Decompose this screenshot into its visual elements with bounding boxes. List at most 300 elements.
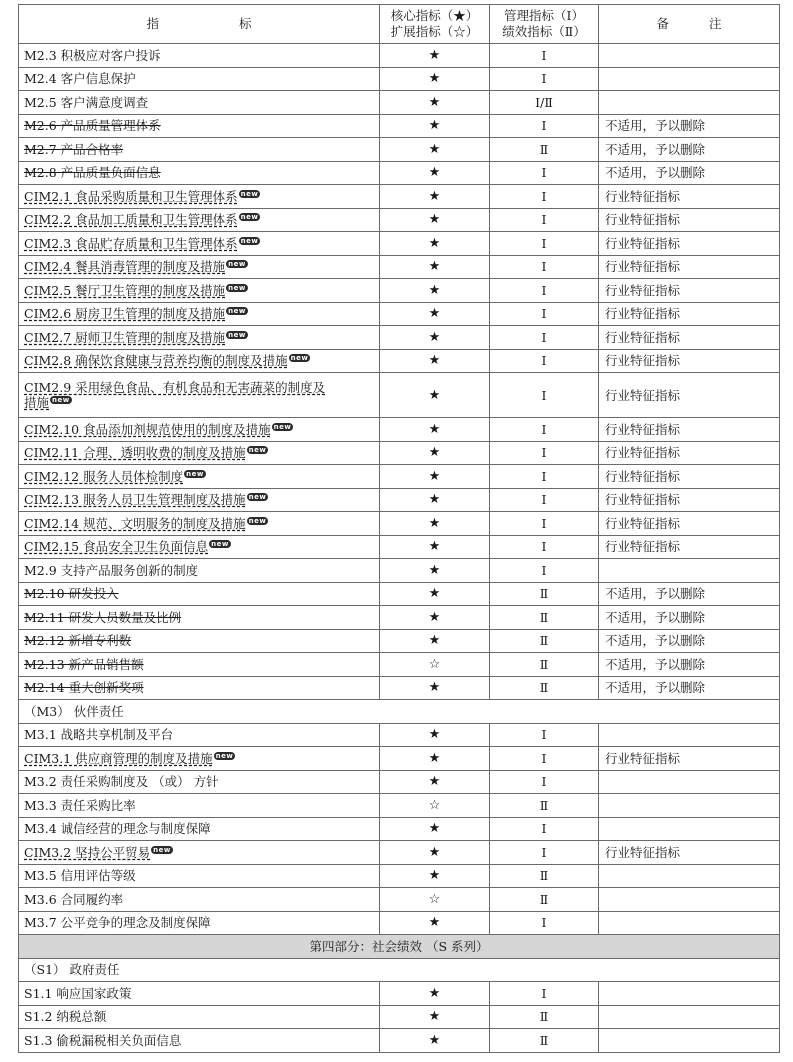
remarks-cell: 不适用，予以删除 <box>599 676 780 700</box>
core-star-icon: ★ <box>380 747 490 771</box>
indicator-name-text: CIM2.6 厨房卫生管理的制度及措施 <box>24 306 226 322</box>
indicator-type-cell: Ⅰ <box>490 747 599 771</box>
remarks-cell: 行业特征指标 <box>599 841 780 865</box>
remarks-cell <box>599 770 780 794</box>
new-badge-icon: new <box>248 516 267 525</box>
indicator-name-text: M3.7 公平竞争的理念及制度保障 <box>24 915 211 931</box>
indicator-name <box>24 71 136 86</box>
table-row <box>19 559 780 583</box>
indicator-name <box>24 563 198 578</box>
indicator-name-text: M3.2 责任采购制度及 （或） 方针 <box>24 774 219 790</box>
indicator-type-cell: Ⅰ/Ⅱ <box>490 91 599 115</box>
table-row <box>19 982 780 1006</box>
indicator-name <box>24 868 136 883</box>
core-star-icon: ★ <box>380 864 490 888</box>
remarks-cell: 不适用，予以删除 <box>599 114 780 138</box>
indicator-name-text: M3.6 合同履约率 <box>24 891 124 907</box>
table-row <box>19 629 780 653</box>
indicator-name-cell <box>19 676 380 700</box>
indicator-name-cell <box>19 373 380 418</box>
table-row <box>19 373 780 418</box>
indicator-type-cell: Ⅱ <box>490 794 599 818</box>
indicator-name-cell <box>19 582 380 606</box>
indicator-table <box>18 4 780 1053</box>
indicator-name-cell <box>19 653 380 677</box>
indicator-name-cell <box>19 44 380 68</box>
remarks-cell <box>599 794 780 818</box>
header-perf-label: 绩效指标（Ⅱ） <box>502 24 586 39</box>
table-row <box>19 911 780 935</box>
core-star-icon: ★ <box>380 488 490 512</box>
core-star-icon: ★ <box>380 418 490 442</box>
table-row <box>19 326 780 350</box>
table-row <box>19 1029 780 1053</box>
new-badge-icon: new <box>153 845 171 854</box>
indicator-name <box>24 821 211 836</box>
indicator-type-cell: Ⅰ <box>490 349 599 373</box>
indicator-name-text: M2.7 产品合格率 <box>24 141 124 157</box>
indicator-name <box>24 727 173 742</box>
table-row <box>19 232 780 256</box>
indicator-name-cell <box>19 232 380 256</box>
core-star-icon: ★ <box>380 67 490 91</box>
indicator-name-text: CIM2.4 餐具消毒管理的制度及措施 <box>24 259 226 275</box>
table-row <box>19 606 780 630</box>
remarks-cell <box>599 888 780 912</box>
remarks-cell <box>599 1029 780 1053</box>
indicator-name <box>24 610 181 625</box>
indicator-name-cell <box>19 512 380 536</box>
core-star-icon: ★ <box>380 161 490 185</box>
indicator-name-text: CIM2.7 厨师卫生管理的制度及措施 <box>24 329 226 345</box>
indicator-name <box>24 283 225 298</box>
remarks-cell: 不适用，予以删除 <box>599 606 780 630</box>
core-star-icon: ★ <box>380 512 490 536</box>
core-star-icon: ★ <box>380 138 490 162</box>
table-row <box>19 723 780 747</box>
remarks-cell: 行业特征指标 <box>599 279 780 303</box>
indicator-name-cell <box>19 255 380 279</box>
indicator-type-cell: Ⅰ <box>490 841 599 865</box>
core-star-icon: ★ <box>380 441 490 465</box>
table-row <box>19 770 780 794</box>
indicator-name-cell <box>19 770 380 794</box>
indicator-type-cell: Ⅰ <box>490 114 599 138</box>
new-badge-icon: new <box>273 422 292 431</box>
extended-star-icon: ☆ <box>380 653 490 677</box>
core-star-icon: ★ <box>380 208 490 232</box>
indicator-type-cell: Ⅰ <box>490 185 599 209</box>
indicator-name-text: S1.1 响应国家政策 <box>24 985 132 1001</box>
remarks-cell: 行业特征指标 <box>599 747 780 771</box>
new-badge-icon: new <box>228 283 246 292</box>
indicator-type-cell: Ⅰ <box>490 488 599 512</box>
remarks-cell: 行业特征指标 <box>599 326 780 350</box>
indicator-name-cell <box>19 982 380 1006</box>
table-row <box>19 349 780 373</box>
core-star-icon: ★ <box>380 232 490 256</box>
indicator-type-cell: Ⅰ <box>490 279 599 303</box>
new-badge-icon: new <box>228 260 246 269</box>
indicator-name <box>24 353 288 368</box>
indicator-name-cell <box>19 279 380 303</box>
indicator-type-cell: Ⅰ <box>490 723 599 747</box>
indicator-name-cell <box>19 841 380 865</box>
remarks-cell: 不适用，予以删除 <box>599 629 780 653</box>
indicator-name <box>24 189 238 204</box>
indicator-name <box>24 539 208 554</box>
indicator-name <box>24 492 246 507</box>
indicator-name <box>24 212 238 227</box>
indicator-type-cell: Ⅱ <box>490 864 599 888</box>
core-star-icon: ★ <box>380 373 490 418</box>
header-core-label: 核心指标（★） <box>390 8 479 23</box>
table-row <box>19 1005 780 1029</box>
new-badge-icon: new <box>240 236 259 245</box>
indicator-name-cell <box>19 606 380 630</box>
indicator-name-cell <box>19 349 380 373</box>
core-star-icon: ★ <box>380 44 490 68</box>
core-star-icon: ★ <box>380 91 490 115</box>
part-heading: 第四部分：社会绩效 （S 系列） <box>19 935 780 959</box>
header-extended-label: 扩展指标（☆） <box>390 24 479 39</box>
indicator-name-cell <box>19 629 380 653</box>
indicator-name-cell <box>19 418 380 442</box>
table-header <box>19 5 780 44</box>
indicator-name-cell <box>19 888 380 912</box>
remarks-cell: 行业特征指标 <box>599 441 780 465</box>
remarks-cell: 不适用，予以删除 <box>599 138 780 162</box>
header-core-extended <box>380 5 490 44</box>
indicator-name-text: M3.5 信用评估等级 <box>24 868 136 884</box>
indicator-name-text: CIM2.11 合理、透明收费的制度及措施 <box>24 445 246 461</box>
indicator-name <box>24 633 131 648</box>
remarks-cell: 行业特征指标 <box>599 535 780 559</box>
indicator-name-text: M2.12 新增专利数 <box>24 633 132 649</box>
table-row <box>19 279 780 303</box>
indicator-type-cell: Ⅰ <box>490 982 599 1006</box>
indicator-name <box>24 165 161 180</box>
indicator-name-text: S1.2 纳税总额 <box>24 1009 107 1025</box>
indicator-name <box>24 306 225 321</box>
indicator-type-cell: Ⅱ <box>490 606 599 630</box>
new-badge-icon: new <box>52 396 70 404</box>
part-heading-row <box>19 935 780 959</box>
table-row <box>19 653 780 677</box>
table-row <box>19 138 780 162</box>
indicator-name-text: M2.14 重大创新奖项 <box>24 680 144 696</box>
indicator-type-cell: Ⅰ <box>490 441 599 465</box>
table-row <box>19 114 780 138</box>
remarks-cell <box>599 67 780 91</box>
remarks-cell: 不适用，予以删除 <box>599 653 780 677</box>
table-row <box>19 441 780 465</box>
indicator-type-cell: Ⅰ <box>490 67 599 91</box>
core-star-icon: ★ <box>380 841 490 865</box>
core-star-icon: ★ <box>380 114 490 138</box>
indicator-name <box>24 915 211 930</box>
core-star-icon: ★ <box>380 349 490 373</box>
indicator-name <box>24 118 161 133</box>
indicator-name-text: M2.5 客户满意度调查 <box>24 94 149 110</box>
indicator-name-cell <box>19 161 380 185</box>
indicator-name <box>24 469 183 484</box>
table-row <box>19 841 780 865</box>
indicator-name <box>24 680 144 695</box>
indicator-name-text: CIM2.15 食品安全卫生负面信息 <box>24 539 209 555</box>
indicator-type-cell: Ⅱ <box>490 888 599 912</box>
table-row <box>19 864 780 888</box>
new-badge-icon: new <box>228 307 246 316</box>
indicator-name <box>24 95 148 110</box>
indicator-name <box>24 516 246 531</box>
indicator-type-cell: Ⅰ <box>490 373 599 418</box>
remarks-cell: 行业特征指标 <box>599 302 780 326</box>
core-star-icon: ★ <box>380 559 490 583</box>
table-row <box>19 255 780 279</box>
indicator-type-cell: Ⅰ <box>490 232 599 256</box>
table-row <box>19 44 780 68</box>
indicator-name-cell <box>19 794 380 818</box>
remarks-cell: 不适用，予以删除 <box>599 161 780 185</box>
table-row <box>19 67 780 91</box>
indicator-type-cell: Ⅰ <box>490 911 599 935</box>
indicator-name <box>24 422 271 437</box>
indicator-name-cell <box>19 1029 380 1053</box>
indicator-type-cell: Ⅰ <box>490 559 599 583</box>
indicator-name <box>24 774 219 789</box>
table-row <box>19 676 780 700</box>
indicator-name <box>24 657 144 672</box>
indicator-name <box>24 1033 181 1048</box>
core-star-icon: ★ <box>380 185 490 209</box>
core-star-icon: ★ <box>380 465 490 489</box>
remarks-cell <box>599 982 780 1006</box>
new-badge-icon: new <box>228 330 246 339</box>
indicator-table-page <box>18 4 779 1053</box>
indicator-name-cell <box>19 817 380 841</box>
indicator-name-cell <box>19 864 380 888</box>
indicator-type-cell: Ⅱ <box>490 138 599 162</box>
indicator-name-text: CIM2.10 食品添加剂规范使用的制度及措施 <box>24 421 271 437</box>
indicator-type-cell: Ⅱ <box>490 629 599 653</box>
indicator-type-cell: Ⅱ <box>490 1005 599 1029</box>
indicator-type-cell: Ⅰ <box>490 770 599 794</box>
remarks-cell: 行业特征指标 <box>599 512 780 536</box>
core-star-icon: ★ <box>380 1029 490 1053</box>
core-star-icon: ★ <box>380 255 490 279</box>
core-star-icon: ★ <box>380 582 490 606</box>
remarks-cell <box>599 911 780 935</box>
core-star-icon: ★ <box>380 723 490 747</box>
indicator-name-text: M2.9 支持产品服务创新的制度 <box>24 562 199 578</box>
table-row <box>19 418 780 442</box>
indicator-name-cell <box>19 559 380 583</box>
indicator-name <box>24 259 225 274</box>
remarks-cell: 行业特征指标 <box>599 232 780 256</box>
indicator-name-cell <box>19 441 380 465</box>
table-row <box>19 888 780 912</box>
indicator-name-text: CIM2.13 服务人员卫生管理制度及措施 <box>24 492 246 508</box>
core-star-icon: ★ <box>380 606 490 630</box>
remarks-cell: 行业特征指标 <box>599 255 780 279</box>
header-remarks: 备 注 <box>599 5 780 44</box>
indicator-name-text: CIM3.2 坚持公平贸易 <box>24 844 151 860</box>
core-star-icon: ★ <box>380 279 490 303</box>
new-badge-icon: new <box>211 540 229 549</box>
table-row <box>19 582 780 606</box>
indicator-name <box>24 751 213 766</box>
indicator-type-cell: Ⅰ <box>490 161 599 185</box>
remarks-cell: 不适用，予以删除 <box>599 582 780 606</box>
table-row <box>19 747 780 771</box>
indicator-name-text: M3.1 战略共享机制及平台 <box>24 727 174 743</box>
header-row <box>19 5 780 44</box>
core-star-icon: ★ <box>380 629 490 653</box>
remarks-cell: 行业特征指标 <box>599 418 780 442</box>
indicator-name-cell <box>19 488 380 512</box>
indicator-name-text: S1.3 偷税漏税相关负面信息 <box>24 1032 182 1048</box>
indicator-type-cell: Ⅰ <box>490 512 599 536</box>
core-star-icon: ★ <box>380 676 490 700</box>
indicator-name-cell <box>19 114 380 138</box>
indicator-name-cell <box>19 535 380 559</box>
indicator-type-cell: Ⅰ <box>490 418 599 442</box>
table-row <box>19 535 780 559</box>
table-row <box>19 512 780 536</box>
remarks-cell: 行业特征指标 <box>599 208 780 232</box>
indicator-name-text: CIM2.9 采用绿色食品、有机食品和无害蔬菜的制度及 <box>24 380 326 395</box>
indicator-name <box>24 892 123 907</box>
extended-star-icon: ☆ <box>380 888 490 912</box>
remarks-cell <box>599 44 780 68</box>
remarks-cell: 行业特征指标 <box>599 185 780 209</box>
indicator-name-cell <box>19 723 380 747</box>
indicator-name-text: CIM2.12 服务人员体检制度 <box>24 468 184 484</box>
indicator-type-cell: Ⅰ <box>490 326 599 350</box>
indicator-name-text: CIM2.1 食品采购质量和卫生管理体系 <box>24 188 238 204</box>
table-row <box>19 302 780 326</box>
indicator-name <box>24 798 136 813</box>
remarks-cell <box>599 723 780 747</box>
indicator-name-text: M2.10 研发投入 <box>24 586 119 602</box>
indicator-name-text: CIM2.14 规范、文明服务的制度及措施 <box>24 515 246 531</box>
remarks-cell: 行业特征指标 <box>599 373 780 418</box>
remarks-cell: 行业特征指标 <box>599 465 780 489</box>
indicator-name-text: M2.8 产品质量负面信息 <box>24 165 161 181</box>
indicator-name-text: M2.3 积极应对客户投诉 <box>24 47 161 63</box>
table-row <box>19 161 780 185</box>
remarks-cell <box>599 1005 780 1029</box>
indicator-name-cell <box>19 465 380 489</box>
remarks-cell <box>599 864 780 888</box>
indicator-type-cell: Ⅱ <box>490 1029 599 1053</box>
table-row <box>19 185 780 209</box>
indicator-type-cell: Ⅰ <box>490 255 599 279</box>
header-mgmt-perf <box>490 5 599 44</box>
indicator-type-cell: Ⅰ <box>490 465 599 489</box>
core-star-icon: ★ <box>380 982 490 1006</box>
remarks-cell <box>599 559 780 583</box>
section-heading: （S1） 政府责任 <box>19 958 780 982</box>
indicator-type-cell: Ⅰ <box>490 817 599 841</box>
table-row <box>19 91 780 115</box>
extended-star-icon: ☆ <box>380 794 490 818</box>
new-badge-icon: new <box>215 751 234 760</box>
indicator-name <box>24 1009 106 1024</box>
remarks-cell: 行业特征指标 <box>599 349 780 373</box>
indicator-name-cell <box>19 67 380 91</box>
indicator-type-cell: Ⅰ <box>490 535 599 559</box>
new-badge-icon: new <box>240 189 259 198</box>
indicator-name <box>24 330 225 345</box>
indicator-type-cell: Ⅰ <box>490 302 599 326</box>
indicator-type-cell: Ⅰ <box>490 208 599 232</box>
indicator-type-cell: Ⅱ <box>490 582 599 606</box>
header-mgmt-label: 管理指标（Ⅰ） <box>504 8 584 23</box>
new-badge-icon: new <box>186 469 204 478</box>
table-row <box>19 817 780 841</box>
indicator-name-text: CIM2.2 食品加工质量和卫生管理体系 <box>24 212 238 228</box>
indicator-name <box>24 236 238 251</box>
new-badge-icon: new <box>248 446 267 455</box>
core-star-icon: ★ <box>380 302 490 326</box>
indicator-name-text: CIM2.3 食品贮存质量和卫生管理体系 <box>24 235 238 251</box>
core-star-icon: ★ <box>380 1005 490 1029</box>
header-indicator: 指 标 <box>19 5 380 44</box>
indicator-name-cell <box>19 747 380 771</box>
indicator-name <box>24 380 325 410</box>
core-star-icon: ★ <box>380 817 490 841</box>
remarks-cell <box>599 91 780 115</box>
core-star-icon: ★ <box>380 535 490 559</box>
indicator-name-cell <box>19 185 380 209</box>
table-row <box>19 488 780 512</box>
indicator-name-cell <box>19 208 380 232</box>
indicator-type-cell: Ⅰ <box>490 44 599 68</box>
indicator-name-text: CIM2.5 餐厅卫生管理的制度及措施 <box>24 282 226 298</box>
table-row <box>19 465 780 489</box>
indicator-name-text: M3.3 责任采购比率 <box>24 797 136 813</box>
indicator-name-cell <box>19 911 380 935</box>
section-heading-row <box>19 958 780 982</box>
core-star-icon: ★ <box>380 911 490 935</box>
table-row <box>19 208 780 232</box>
indicator-name <box>24 586 119 601</box>
indicator-name <box>24 48 161 63</box>
indicator-type-cell: Ⅱ <box>490 676 599 700</box>
indicator-name-cell <box>19 1005 380 1029</box>
new-badge-icon: new <box>290 354 309 363</box>
indicator-name-cell <box>19 138 380 162</box>
indicator-name-text: CIM2.8 确保饮食健康与营养均衡的制度及措施 <box>24 353 288 369</box>
section-heading: （M3） 伙伴责任 <box>19 700 780 724</box>
table-row <box>19 794 780 818</box>
new-badge-icon: new <box>248 493 267 502</box>
indicator-name <box>24 845 150 860</box>
table-body <box>19 44 780 1053</box>
section-heading-row <box>19 700 780 724</box>
remarks-cell <box>599 817 780 841</box>
indicator-name-cell <box>19 91 380 115</box>
indicator-name-cell <box>19 326 380 350</box>
indicator-name-text: M2.6 产品质量管理体系 <box>24 118 161 134</box>
indicator-name-cell <box>19 302 380 326</box>
indicator-name <box>24 142 123 157</box>
indicator-name-text-cont: 措施 <box>24 395 50 410</box>
core-star-icon: ★ <box>380 770 490 794</box>
indicator-name-text: M2.11 研发人员数量及比例 <box>24 609 182 625</box>
